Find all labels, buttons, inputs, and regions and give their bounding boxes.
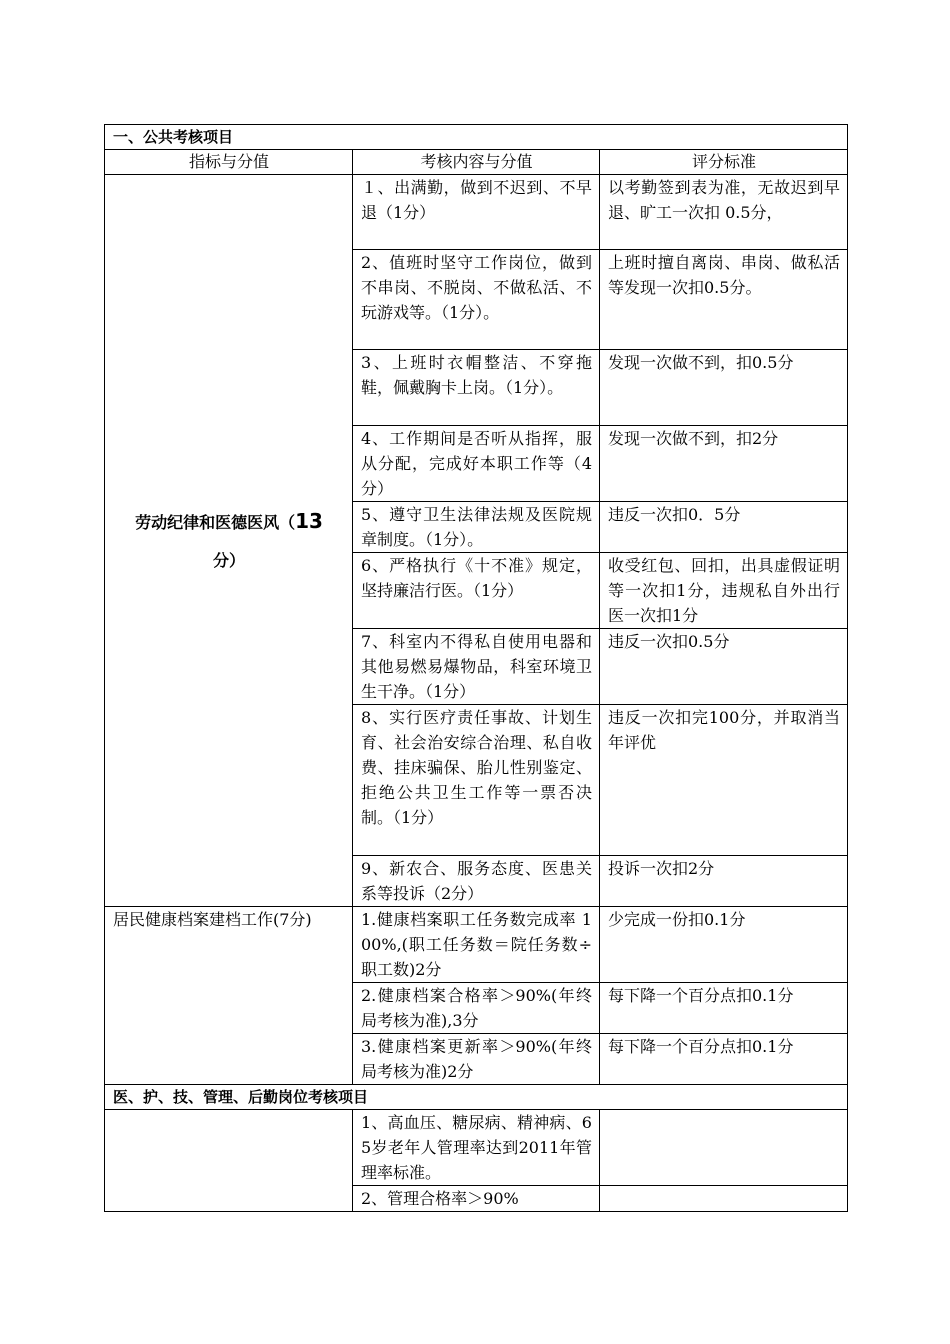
assessment-table <box>104 124 848 1212</box>
content-cell: 6、严格执行《十不准》规定，坚持廉洁行医。（1分） <box>353 553 600 629</box>
standard-cell: 发现一次做不到，扣2分 <box>600 426 848 502</box>
section-row-posts <box>105 1085 848 1110</box>
header-content: 考核内容与分值 <box>353 150 600 175</box>
section-title: 一、公共考核项目 <box>105 125 848 150</box>
standard-cell: 发现一次做不到，扣0.5分 <box>600 350 848 426</box>
content-cell: １、出满勤，做到不迟到、不早退（1分） <box>353 175 600 250</box>
content-cell: 7、科室内不得私自使用电器和其他易燃易爆物品，科室环境卫生干净。（1分） <box>353 629 600 705</box>
section-row-public <box>105 125 848 150</box>
header-indicator: 指标与分值 <box>105 150 353 175</box>
standard-cell: 投诉一次扣2分 <box>600 856 848 907</box>
content-cell: 2、值班时坚守工作岗位，做到不串岗、不脱岗、不做私活、不玩游戏等。（1分）。 <box>353 250 600 350</box>
standard-cell: 每下降一个百分点扣0.1分 <box>600 983 848 1034</box>
content-cell: 3、上班时衣帽整洁、不穿拖鞋，佩戴胸卡上岗。（1分）。 <box>353 350 600 426</box>
content-cell: 3.健康档案更新率＞90%(年终局考核为准)2分 <box>353 1034 600 1085</box>
standard-cell: 违反一次扣0．5分 <box>600 502 848 553</box>
header-row <box>105 150 848 175</box>
header-standard: 评分标准 <box>600 150 848 175</box>
standard-cell: 以考勤签到表为准，无故迟到早退、旷工一次扣 0.5分， <box>600 175 848 250</box>
content-cell: 9、新农合、服务态度、医患关系等投诉（2分） <box>353 856 600 907</box>
table-row <box>105 175 848 250</box>
section-title: 医、护、技、管理、后勤岗位考核项目 <box>105 1085 848 1110</box>
content-cell: 8、实行医疗责任事故、计划生育、社会治安综合治理、私自收费、挂床骗保、胎儿性别鉴定、拒绝公共卫生工作等一票否决制。（1分） <box>353 705 600 856</box>
content-cell: 1.健康档案职工任务数完成率 100%,(职工任务数＝院任务数÷职工数)2分 <box>353 907 600 983</box>
standard-cell: 每下降一个百分点扣0.1分 <box>600 1034 848 1085</box>
standard-cell: 上班时擅自离岗、串岗、做私活等发现一次扣0.5分。 <box>600 250 848 350</box>
standard-cell: 收受红包、回扣，出具虚假证明等一次扣1分，违规私自外出行医一次扣1分 <box>600 553 848 629</box>
content-cell: 5、遵守卫生法律法规及医院规章制度。（1分）。 <box>353 502 600 553</box>
table-row <box>105 907 848 983</box>
standard-cell <box>600 1110 848 1186</box>
content-cell: 2.健康档案合格率＞90%(年终局考核为准),3分 <box>353 983 600 1034</box>
content-cell: 1、高血压、糖尿病、精神病、65岁老年人管理率达到2011年管理率标准。 <box>353 1110 600 1186</box>
standard-cell: 违反一次扣0.5分 <box>600 629 848 705</box>
category-health-records: 居民健康档案建档工作(7分) <box>105 907 353 1085</box>
standard-cell: 违反一次扣完100分，并取消当年评优 <box>600 705 848 856</box>
category-cell <box>105 1110 353 1212</box>
standard-cell: 少完成一份扣0.1分 <box>600 907 848 983</box>
table-row <box>105 1110 848 1186</box>
category-discipline: 劳动纪律和医德医风（13 分） <box>105 175 353 907</box>
content-cell: 4、工作期间是否听从指挥，服从分配，完成好本职工作等（4分） <box>353 426 600 502</box>
standard-cell <box>600 1186 848 1212</box>
content-cell: 2、管理合格率＞90% <box>353 1186 600 1212</box>
